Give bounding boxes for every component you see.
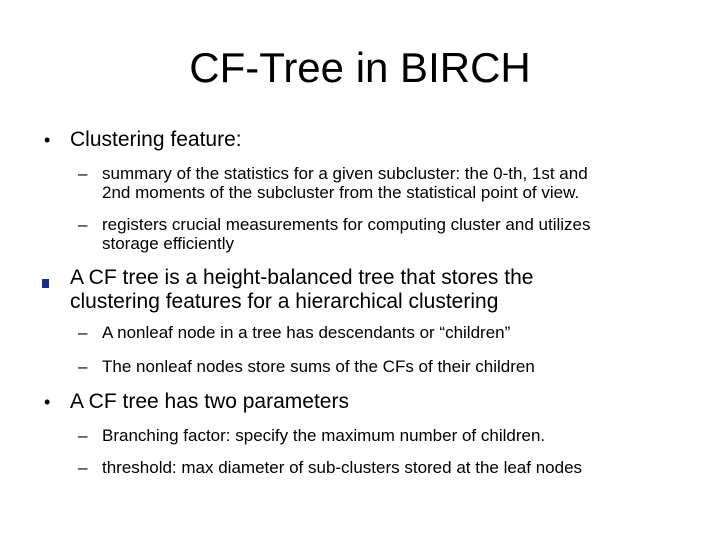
dash-icon: – <box>78 215 88 234</box>
sub-bullet-nonleaf-descendants: A nonleaf node in a tree has descendants or “children” <box>102 323 511 342</box>
bullet-dot-icon: • <box>44 130 51 150</box>
dash-icon: – <box>78 458 88 477</box>
sub-bullet-summary-line2: 2nd moments of the subcluster from the statistical point of view. <box>102 183 580 202</box>
sub-bullet-summary-line1: summary of the statistics for a given subcluster: the 0-th, 1st and <box>102 164 588 183</box>
sub-bullet-nonleaf-sums: The nonleaf nodes store sums of the CFs of their children <box>102 357 535 376</box>
dash-icon: – <box>78 426 88 445</box>
bullet-cf-tree-line1: A CF tree is a height-balanced tree that stores the <box>70 266 534 289</box>
dash-icon: – <box>78 164 88 183</box>
sub-bullet-registers-line1: registers crucial measurements for computing cluster and utilizes <box>102 215 591 234</box>
sub-bullet-threshold: threshold: max diameter of sub-clusters stored at the leaf nodes <box>102 458 583 477</box>
square-bullet-icon <box>42 279 49 288</box>
dash-icon: – <box>78 323 88 342</box>
slide-title: CF-Tree in BIRCH <box>189 44 531 91</box>
sub-bullet-branching-factor: Branching factor: specify the maximum number of children. <box>102 426 546 445</box>
bullet-clustering-feature: Clustering feature: <box>70 128 242 151</box>
bullet-dot-icon: • <box>44 392 51 412</box>
sub-bullet-registers-line2: storage efficiently <box>102 234 234 253</box>
dash-icon: – <box>78 357 88 376</box>
bullet-two-parameters: A CF tree has two parameters <box>70 390 349 413</box>
bullet-cf-tree-line2: clustering features for a hierarchical clustering <box>70 290 499 313</box>
